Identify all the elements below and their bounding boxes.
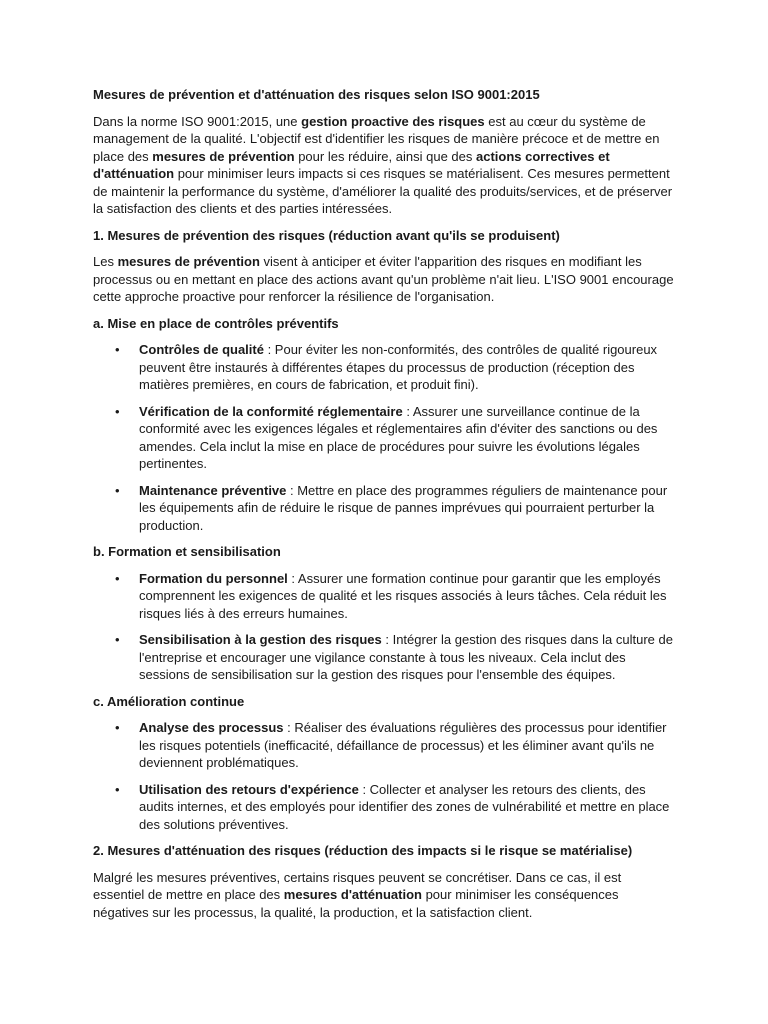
section-1-text-2: visent à anticiper et éviter l'apparition des risques en modifiant les processus ou en mettant en place des actions avant qu'un problème n'ait lieu. L'ISO 9001 encourage cette approche proactive pour renforcer la résilience de l'organisation. xyxy=(93,254,674,304)
intro-bold-3: actions correctives et d'atténuation xyxy=(93,148,610,181)
list-item-text: : Assurer une formation continue pour garantir que les employés comprennent les exigences de qualité et les risques associés à leurs tâches. Cela réduit les risques liés à des erreurs humaines. xyxy=(139,570,667,621)
intro-text-1: Dans la norme ISO 9001:2015, une xyxy=(93,113,302,129)
list-item xyxy=(93,781,675,834)
list-item-term: Contrôles de qualité xyxy=(139,342,264,357)
subsection-c-list xyxy=(93,719,675,833)
list-item-term: Utilisation des retours d'expérience xyxy=(139,781,359,797)
section-1-heading: 1. Mesures de prévention des risques (réduction avant qu'ils se produisent) xyxy=(93,227,560,243)
list-item xyxy=(93,341,675,394)
list-item-text: : Mettre en place des programmes réguliers de maintenance pour les équipements afin de réduire le risque de pannes imprévues qui pourraient perturber la production. xyxy=(139,482,668,533)
list-item xyxy=(93,631,675,684)
section-1-paragraph xyxy=(93,253,675,306)
list-item-term: Vérification de la conformité réglementaire xyxy=(139,403,403,419)
intro-bold-1: gestion proactive des risques xyxy=(301,113,485,129)
list-item-term: Analyse des processus xyxy=(139,720,284,735)
list-item-term: Formation du personnel xyxy=(139,570,288,586)
document-page xyxy=(93,86,675,930)
list-item-term: Sensibilisation à la gestion des risques xyxy=(139,632,382,647)
list-item-text: : Assurer une surveillance continue de la conformité avec les exigences légales et réglementaires afin d'éviter des sanctions ou des amendes. Cela inclut la mise en place de procédures pour suivre les évolutions légales pertinentes. xyxy=(139,403,658,471)
section-2-text-1: Malgré les mesures préventives, certains risques peuvent se concrétiser. Dans ce cas, il est essentiel de mettre en place des xyxy=(93,869,622,902)
intro-text-2: est au cœur du système de management de la qualité. L'objectif est d'identifier les risques de manière précoce et de mettre en place des xyxy=(93,113,660,164)
list-item-text: : Intégrer la gestion des risques dans la culture de l'entreprise et encourager une vigilance constante à tous les niveaux. Cela inclut des sessions de sensibilisation sur la gestion des risques pour l'ensemble des équipes. xyxy=(139,632,673,682)
section-2-paragraph xyxy=(93,869,675,922)
section-2-bold-1: mesures d'atténuation xyxy=(283,887,422,902)
bullet-icon: • xyxy=(115,342,120,357)
bullet-icon: • xyxy=(115,720,120,735)
subsection-a-list xyxy=(93,341,675,534)
section-1-bold-1: mesures de prévention xyxy=(117,254,260,269)
intro-bold-2: mesures de prévention xyxy=(152,148,295,164)
list-item-text: : Pour éviter les non-conformités, des contrôles de qualité rigoureux peuvent être instaurés à différentes étapes du processus de production (réception des matières premières, en cours de fabrication, et produit fini). xyxy=(139,342,658,392)
subsection-b-list xyxy=(93,570,675,684)
intro-text-4: pour minimiser leurs impacts si ces risques se matérialisent. Ces mesures permettent de maintenir la performance du système, d'améliorer la qualité des produits/services, et de préserver la satisfaction des clients et des parties intéressées. xyxy=(93,166,673,216)
list-item-text: : Collecter et analyser les retours des clients, des audits internes, et des employés pour identifier des zones de vulnérabilité et mettre en place des solutions préventives. xyxy=(139,781,670,832)
list-item xyxy=(93,403,675,473)
intro-paragraph xyxy=(93,113,675,218)
bullet-icon: • xyxy=(115,570,120,586)
list-item xyxy=(93,570,675,623)
bullet-icon: • xyxy=(115,781,120,797)
intro-text-3: pour les réduire, ainsi que des xyxy=(294,148,476,164)
bullet-icon: • xyxy=(115,403,120,419)
subsection-a-heading: a. Mise en place de contrôles préventifs xyxy=(93,315,339,331)
list-item-text: : Réaliser des évaluations régulières des processus pour identifier les risques potentiels (inefficacité, défaillance de processus) et les éliminer avant qu'ils ne deviennent problématiques. xyxy=(139,720,667,770)
list-item-term: Maintenance préventive xyxy=(139,482,287,498)
section-1-text-1: Les xyxy=(93,254,118,269)
bullet-icon: • xyxy=(115,632,120,647)
list-item xyxy=(93,719,675,772)
section-2-text-2: pour minimiser les conséquences négatives sur les processus, la qualité, la production, et la satisfaction client. xyxy=(93,887,619,920)
list-item xyxy=(93,482,675,535)
section-2-heading: 2. Mesures d'atténuation des risques (réduction des impacts si le risque se matérialise) xyxy=(93,843,633,858)
subsection-c-heading: c. Amélioration continue xyxy=(93,693,245,709)
subsection-b-heading: b. Formation et sensibilisation xyxy=(93,544,281,559)
document-title: Mesures de prévention et d'atténuation des risques selon ISO 9001:2015 xyxy=(93,87,540,102)
bullet-icon: • xyxy=(115,482,120,498)
